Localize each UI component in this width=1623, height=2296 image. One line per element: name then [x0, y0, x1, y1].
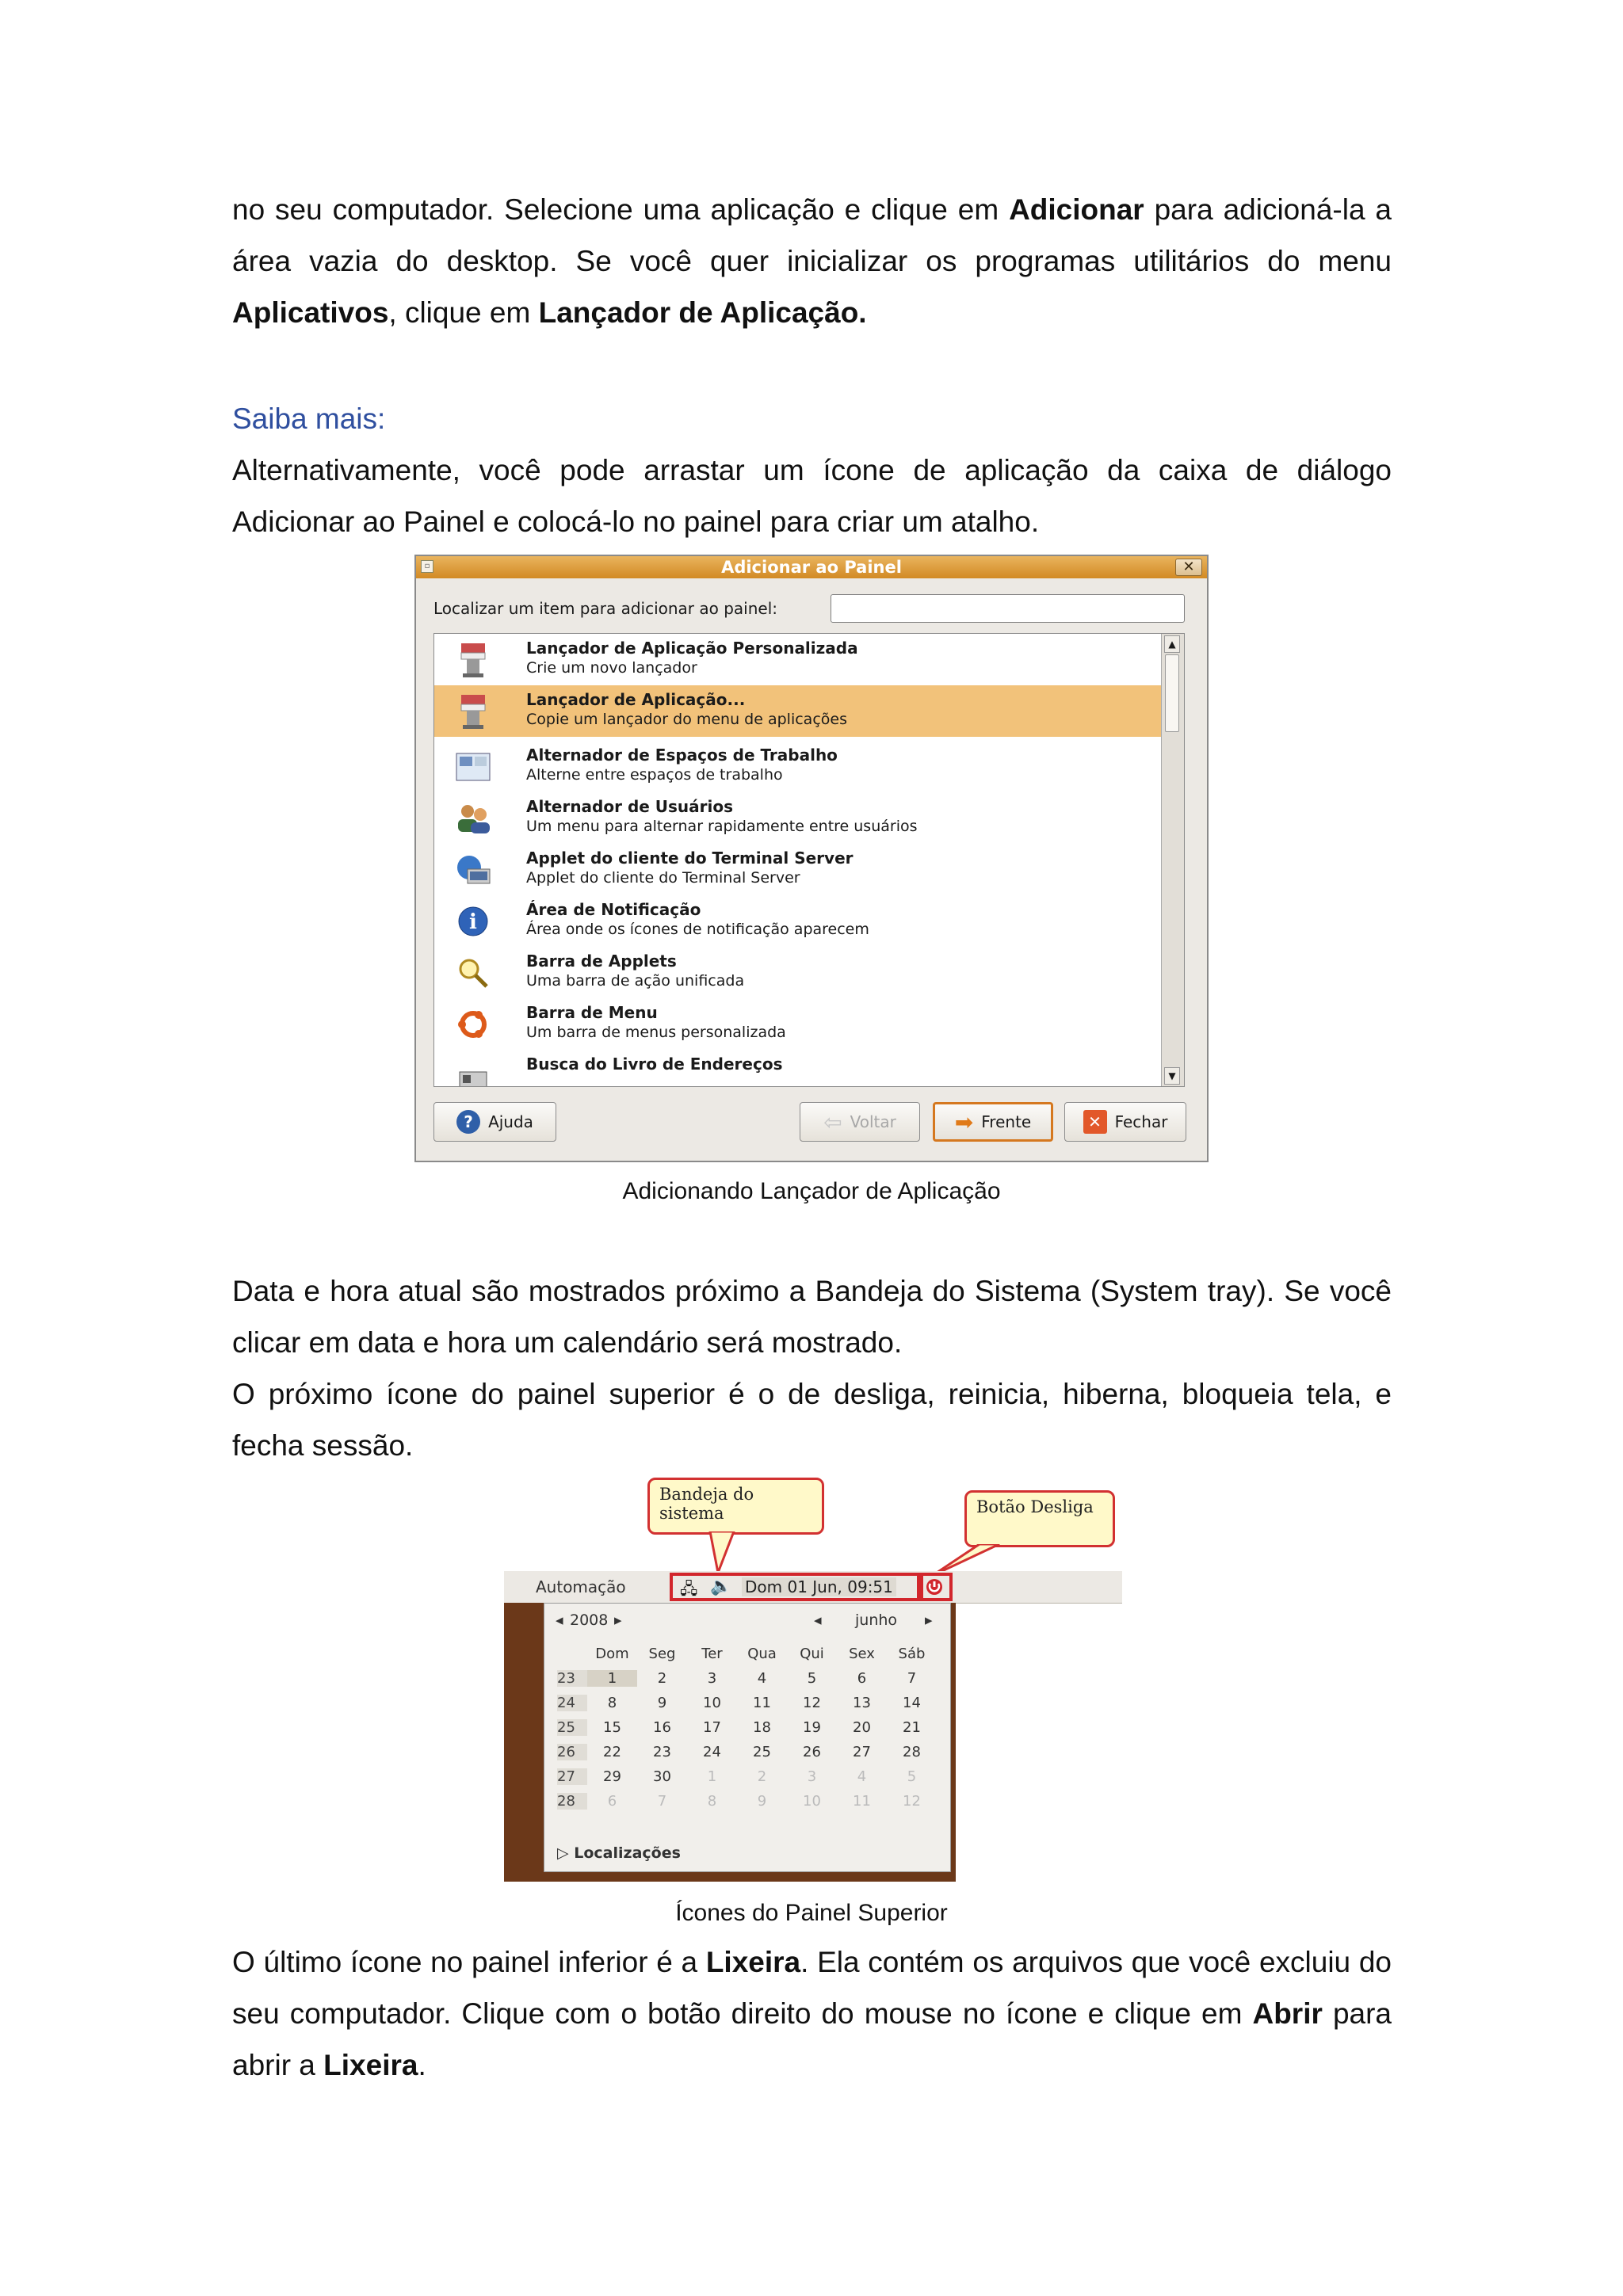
search-icon — [453, 955, 493, 991]
calendar-day[interactable]: 27 — [853, 1744, 871, 1760]
calendar-day[interactable]: 12 — [803, 1695, 821, 1711]
calendar-day[interactable]: 10 — [703, 1695, 721, 1711]
weekday: Qua — [747, 1646, 777, 1662]
top-panel-figure — [504, 1478, 1122, 1890]
forward-label: Frente — [981, 1112, 1032, 1131]
calendar-day-other-month[interactable]: 11 — [853, 1793, 871, 1810]
back-button[interactable] — [800, 1102, 920, 1142]
calendar-day[interactable]: 19 — [803, 1719, 821, 1736]
calendar-day-other-month[interactable]: 1 — [707, 1768, 717, 1785]
item-desc: Um menu para alternar rapidamente entre usuários — [526, 818, 918, 835]
info-icon — [453, 903, 493, 940]
calendar-week — [557, 1715, 945, 1740]
calendar-day-today[interactable]: 1 — [587, 1670, 637, 1687]
workspace-switcher-icon — [453, 749, 493, 785]
paragraph-power: O próximo ícone do painel superior é o de desliga, reinicia, hiberna, bloqueia tela, e fecha sessão. — [232, 1378, 1392, 1462]
calendar-day-other-month[interactable]: 10 — [803, 1793, 821, 1810]
calendar-day[interactable]: 20 — [853, 1719, 871, 1736]
callout-pointer — [702, 1531, 750, 1574]
bold-term: Lixeira — [323, 2049, 418, 2081]
close-label: Fechar — [1114, 1112, 1168, 1131]
power-button[interactable] — [917, 1573, 953, 1601]
add-to-panel-dialog — [414, 555, 1209, 1162]
figure-caption: Adicionando Lançador de Aplicação — [622, 1178, 1001, 1204]
item-desc: Um barra de menus personalizada — [526, 1024, 786, 1041]
arrow-right-icon: ➡ — [954, 1108, 974, 1135]
calendar-day[interactable]: 6 — [857, 1670, 867, 1687]
prev-year-icon[interactable]: ◂ — [556, 1611, 563, 1629]
close-icon[interactable]: ✕ — [1175, 559, 1202, 576]
address-book-icon — [453, 1058, 493, 1087]
item-desc: Alterne entre espaços de trabalho — [526, 766, 783, 784]
bold-term: Lançador de Aplicação. — [538, 296, 867, 329]
calendar-month: junho — [855, 1611, 898, 1629]
item-desc: Copie um lançador do menu de aplicações — [526, 711, 847, 728]
week-number: 25 — [557, 1719, 587, 1736]
paragraph-datetime: Data e hora atual são mostrados próximo a Bandeja do Sistema (System tray). Se você clicar em data e hora um calendário será mostrado. — [232, 1275, 1392, 1359]
item-title: Área de Notificação — [526, 900, 701, 919]
item-title: Applet do cliente do Terminal Server — [526, 849, 854, 868]
bold-term: Adicionar — [1009, 193, 1144, 226]
text-run: . Ela contém os arquivos que você excluiu do seu computador. Clique com o botão direito do mouse no ícone e clique em — [232, 1946, 1392, 2030]
week-number: 24 — [557, 1695, 587, 1711]
weekday: Ter — [701, 1646, 723, 1662]
paragraph-alternative: Alternativamente, você pode arrastar um ícone de aplicação da caixa de diálogo Adicionar ao Painel e colocá-lo no painel para criar um atalho. — [232, 454, 1392, 538]
calendar-day[interactable]: 5 — [807, 1670, 817, 1687]
text-run: , clique em — [388, 296, 539, 329]
users-icon — [453, 800, 493, 837]
terminal-server-icon — [453, 852, 493, 888]
calendar-popup — [544, 1603, 951, 1872]
help-button[interactable] — [433, 1102, 556, 1142]
item-desc: Área onde os ícones de notificação aparecem — [526, 921, 869, 938]
text-run: para adicioná-la a área vazia do desktop. Se você quer inicializar os programas utilitários do menu — [232, 193, 1392, 277]
network-icon[interactable]: 🖧 — [680, 1581, 698, 1598]
calendar-day[interactable]: 2 — [657, 1670, 667, 1687]
item-title: Lançador de Aplicação Personalizada — [526, 639, 858, 658]
list-item[interactable] — [434, 792, 1162, 844]
week-number: 28 — [557, 1793, 587, 1810]
callout-power-label: Botão Desliga — [976, 1497, 1094, 1516]
calendar-week — [557, 1691, 945, 1715]
text-run: . — [418, 2049, 426, 2081]
calendar-day-other-month[interactable]: 2 — [757, 1768, 767, 1785]
expander-arrow-icon: ▷ — [557, 1844, 575, 1862]
calendar-day-other-month[interactable]: 3 — [807, 1768, 817, 1785]
calendar-day[interactable]: 26 — [803, 1744, 821, 1760]
text-run: para abrir a — [232, 1997, 1392, 2081]
item-title: Barra de Applets — [526, 952, 677, 971]
list-item[interactable] — [434, 947, 1162, 998]
calendar-day-other-month[interactable]: 7 — [657, 1793, 667, 1810]
week-number: 26 — [557, 1744, 587, 1760]
calendar-day[interactable]: 28 — [903, 1744, 921, 1760]
calendar-week — [557, 1740, 945, 1764]
dialog-titlebar — [416, 556, 1207, 578]
next-year-icon[interactable]: ▸ — [614, 1611, 622, 1629]
calendar-day[interactable]: 21 — [903, 1719, 921, 1736]
callout-system-tray — [647, 1478, 824, 1535]
list-item[interactable] — [434, 844, 1162, 895]
weekday: Seg — [648, 1646, 676, 1662]
weekday: Sex — [849, 1646, 875, 1662]
locations-label: Localizações — [574, 1844, 681, 1862]
calendar-day[interactable]: 13 — [853, 1695, 871, 1711]
calendar-day[interactable]: 7 — [907, 1670, 917, 1687]
scroll-down-icon[interactable]: ▼ — [1164, 1067, 1180, 1085]
item-title: Barra de Menu — [526, 1003, 658, 1022]
help-icon: ? — [456, 1110, 480, 1134]
calendar-day-other-month[interactable]: 9 — [757, 1793, 767, 1810]
search-label: Localizar um item para adicionar ao painel: — [433, 599, 778, 618]
weekday: Dom — [595, 1646, 629, 1662]
calendar-day-other-month[interactable]: 5 — [907, 1768, 917, 1785]
app-label[interactable]: Automação — [536, 1577, 626, 1596]
svg-text:i: i — [469, 910, 477, 934]
bold-term: Abrir — [1252, 1997, 1323, 2030]
calendar-day[interactable]: 25 — [753, 1744, 771, 1760]
calendar-year: 2008 — [570, 1611, 609, 1629]
calendar-day[interactable]: 17 — [703, 1719, 721, 1736]
item-title: Lançador de Aplicação... — [526, 690, 746, 709]
window-menu-icon[interactable]: ▫ — [421, 560, 433, 573]
item-desc: Crie um novo lançador — [526, 659, 697, 677]
back-label: Voltar — [850, 1112, 896, 1131]
calendar-day[interactable]: 16 — [653, 1719, 671, 1736]
calendar-day[interactable]: 22 — [603, 1744, 621, 1760]
item-desc: Applet do cliente do Terminal Server — [526, 869, 800, 887]
item-desc: Uma barra de ação unificada — [526, 972, 745, 990]
calendar-day[interactable]: 9 — [657, 1695, 667, 1711]
bold-term: Aplicativos — [232, 296, 389, 329]
locations-expander[interactable] — [557, 1844, 681, 1862]
saiba-mais-heading: Saiba mais: — [232, 402, 386, 435]
help-label: Ajuda — [488, 1112, 533, 1131]
calendar-day[interactable]: 11 — [753, 1695, 771, 1711]
volume-icon[interactable]: 🔈 — [710, 1576, 732, 1596]
figure-caption: Ícones do Painel Superior — [675, 1900, 948, 1926]
calendar-week — [557, 1764, 945, 1789]
calendar-day[interactable]: 15 — [603, 1719, 621, 1736]
calendar-day[interactable]: 18 — [753, 1719, 771, 1736]
list-item[interactable] — [434, 998, 1162, 1050]
calendar-day-other-month[interactable]: 6 — [607, 1793, 617, 1810]
item-title: Alternador de Usuários — [526, 797, 734, 816]
scrollbar-thumb[interactable] — [1165, 654, 1179, 732]
prev-month-icon[interactable]: ◂ — [814, 1611, 822, 1629]
week-number: 23 — [557, 1670, 587, 1687]
list-item[interactable] — [434, 895, 1162, 947]
text-run: no seu computador. Selecione uma aplicação e clique em — [232, 193, 1010, 226]
weekday: Qui — [800, 1646, 824, 1662]
calendar-day[interactable]: 23 — [653, 1744, 671, 1760]
list-item[interactable] — [434, 634, 1162, 685]
calendar-day[interactable]: 4 — [757, 1670, 767, 1687]
calendar-grid — [557, 1642, 945, 1814]
item-title: Busca do Livro de Endereços — [526, 1055, 783, 1074]
scroll-up-icon[interactable]: ▲ — [1164, 635, 1180, 653]
paragraph-trash — [232, 1936, 1392, 2091]
calendar-week — [557, 1666, 945, 1691]
calendar-day[interactable]: 14 — [903, 1695, 921, 1711]
close-icon: ✕ — [1083, 1110, 1107, 1134]
calendar-day-other-month[interactable]: 8 — [707, 1793, 717, 1810]
calendar-day[interactable]: 30 — [653, 1768, 671, 1785]
forward-button[interactable] — [933, 1102, 1053, 1142]
dialog-title: Adicionar ao Painel — [721, 558, 902, 577]
power-icon — [920, 1576, 949, 1598]
list-item[interactable] — [434, 741, 1162, 792]
bold-term: Lixeira — [705, 1946, 801, 1978]
launcher-icon — [453, 693, 493, 730]
text-run: O último ícone no painel inferior é a — [232, 1946, 706, 1978]
next-month-icon[interactable]: ▸ — [925, 1611, 933, 1629]
search-input[interactable] — [831, 594, 1185, 623]
close-button[interactable] — [1064, 1102, 1186, 1142]
ubuntu-icon — [453, 1006, 493, 1043]
calendar-day-other-month[interactable]: 12 — [903, 1793, 921, 1810]
list-item[interactable] — [434, 1050, 1162, 1087]
calendar-day[interactable]: 3 — [707, 1670, 717, 1687]
weekday: Sáb — [898, 1646, 926, 1662]
clock[interactable]: Dom 01 Jun, 09:51 — [742, 1577, 896, 1596]
arrow-left-icon: ⇦ — [823, 1108, 842, 1135]
callout-power-button — [964, 1490, 1115, 1547]
top-panel — [504, 1571, 1122, 1604]
calendar-day[interactable]: 24 — [703, 1744, 721, 1760]
list-scrollbar[interactable] — [1161, 634, 1184, 1086]
weekday-header — [557, 1642, 945, 1666]
applet-list — [433, 633, 1185, 1087]
launcher-icon — [453, 642, 493, 678]
calendar-day[interactable]: 29 — [603, 1768, 621, 1785]
paragraph-intro — [232, 184, 1392, 338]
calendar-week — [557, 1789, 945, 1814]
week-number: 27 — [557, 1768, 587, 1785]
item-title: Alternador de Espaços de Trabalho — [526, 746, 838, 765]
list-item-selected[interactable] — [434, 685, 1162, 737]
calendar-day-other-month[interactable]: 4 — [857, 1768, 867, 1785]
calendar-day[interactable]: 8 — [607, 1695, 617, 1711]
callout-tray-label: Bandeja do sistema — [659, 1485, 754, 1523]
